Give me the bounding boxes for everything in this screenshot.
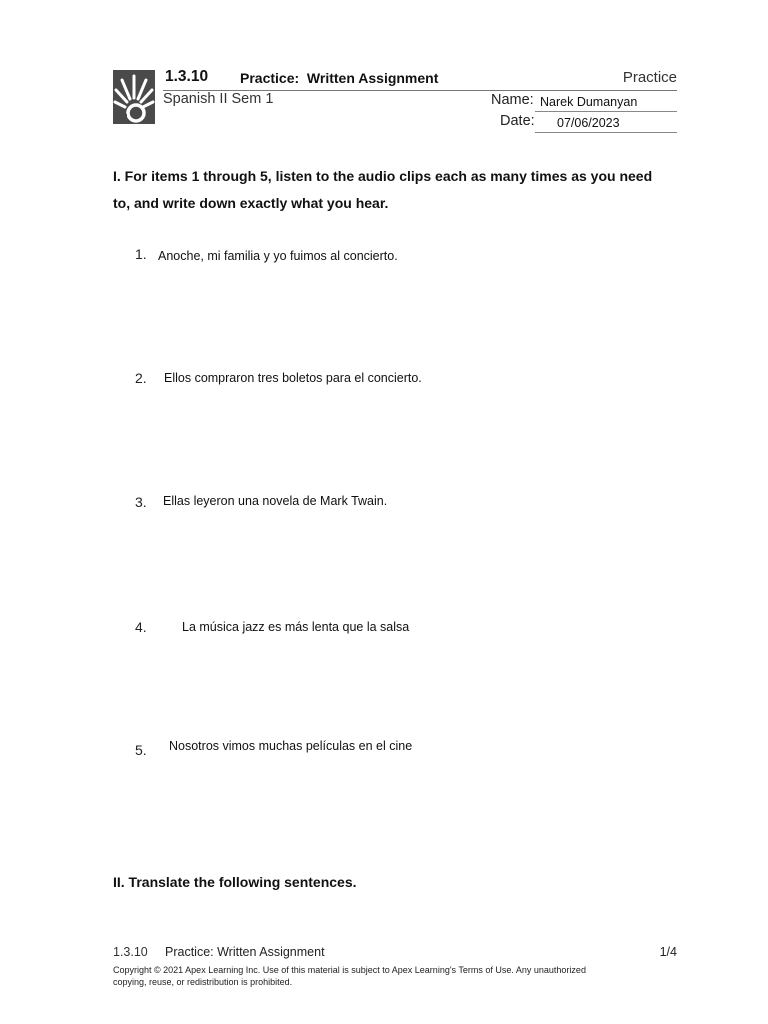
name-underline [535,111,677,112]
name-field[interactable]: Narek Dumanyan [540,95,638,109]
item-answer[interactable]: La música jazz es más lenta que la salsa [182,620,410,634]
copyright-line: Copyright © 2021 Apex Learning Inc. Use of this material is subject to Apex Learning's Terms of Use. Any unauthorized [113,965,586,975]
apex-learning-logo-icon [113,70,155,124]
date-label: Date: [500,113,535,129]
item-answer[interactable]: Ellos compraron tres boletos para el concierto. [164,371,422,385]
date-underline [535,132,677,133]
assignment-type: Practice [622,69,677,86]
item-number: 5. [135,742,147,758]
page-number: 1/4 [659,945,677,959]
copyright-line: copying, reuse, or redistribution is prohibited. [113,977,293,987]
footer-assignment-number: 1.3.10 [113,945,148,959]
footer-assignment-title: Practice: Written Assignment [165,945,325,959]
course-name: Spanish II Sem 1 [163,91,274,107]
name-label: Name: [491,92,534,108]
assignment-number: 1.3.10 [165,68,209,85]
item-number: 1. [135,246,147,262]
date-field[interactable]: 07/06/2023 [557,116,620,130]
item-answer[interactable]: Nosotros vimos muchas películas en el cine [169,739,413,753]
item-answer[interactable]: Ellas leyeron una novela de Mark Twain. [163,494,388,508]
item-number: 2. [135,370,147,386]
item-number: 4. [135,619,147,635]
section1-instruction-line: I. For items 1 through 5, listen to the audio clips each as many times as you need [113,168,653,184]
assignment-title: Practice: Written Assignment [240,70,439,86]
section2-heading: II. Translate the following sentences. [113,874,357,890]
item-answer[interactable]: Anoche, mi familia y yo fuimos al concierto. [158,249,398,263]
section1-instruction-line: to, and write down exactly what you hear. [113,195,389,211]
item-number: 3. [135,494,147,510]
